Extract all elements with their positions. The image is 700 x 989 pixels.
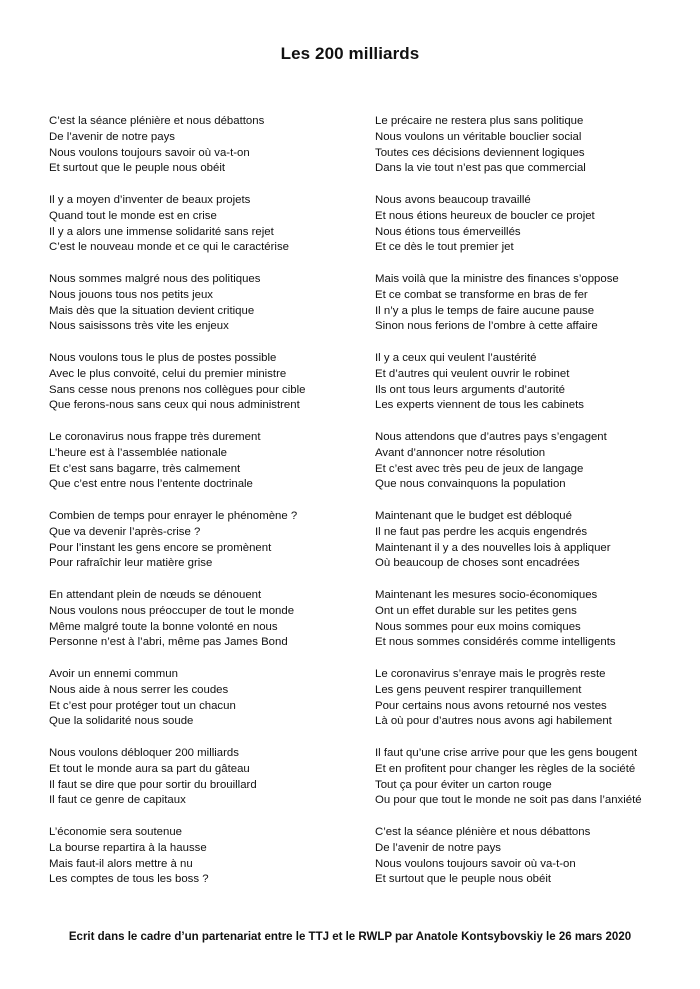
verse-line: Là où pour d’autres nous avons agi habilement: [375, 715, 612, 728]
stanza: [49, 272, 349, 351]
verse-line: Il y a moyen d’inventer de beaux projets: [49, 194, 251, 206]
stanza: [49, 430, 349, 509]
stanza: [375, 272, 675, 351]
verse-line: Nous sommes malgré nous des politiques: [49, 273, 261, 285]
verse-line: Il y a ceux qui veulent l’austérité: [375, 352, 537, 364]
verse-line: C’est le nouveau monde et ce qui le caractérise: [49, 241, 289, 254]
verse-line: Que ferons-nous sans ceux qui nous administrent: [49, 399, 300, 412]
verse-line: Mais dès que la situation devient critique: [49, 304, 255, 317]
verse-line: Et c’est sans bagarre, très calmement: [49, 462, 241, 475]
verse-line: Et nous étions heureux de boucler ce projet: [375, 209, 595, 222]
verse-line: Il faut ce genre de capitaux: [49, 794, 186, 807]
verse-line: Nous voulons nous préoccuper de tout le monde: [49, 604, 295, 617]
stanza: [375, 193, 675, 272]
page-title: Les 200 milliards: [280, 44, 420, 63]
stanza: [375, 667, 675, 746]
verse-line: Ou pour que tout le monde ne soit pas dans l’anxiété: [375, 794, 642, 807]
verse-line: De l’avenir de notre pays: [375, 841, 501, 854]
verse-line: Nous voulons toujours savoir où va-t-on: [375, 857, 576, 870]
stanza: [375, 430, 675, 509]
verse-line: Nous avons beaucoup travaillé: [375, 194, 531, 206]
verse-line: Le coronavirus nous frappe très durement: [49, 431, 261, 443]
verse-line: Il faut qu’une crise arrive pour que les gens bougent: [375, 747, 638, 759]
verse-line: Nous voulons débloquer 200 milliards: [49, 747, 239, 759]
stanza: [49, 351, 349, 430]
verse-line: Combien de temps pour enrayer le phénomène ?: [49, 510, 298, 522]
stanza: [375, 825, 675, 904]
verse-line: Nous sommes pour eux moins comiques: [375, 620, 581, 633]
verse-line: Et c’est pour protéger tout un chacun: [49, 699, 236, 712]
verse-line: Ils ont tous leurs arguments d’autorité: [375, 383, 565, 396]
verse-line: Que nous convainquons la population: [375, 478, 566, 491]
verse-line: Et ce combat se transforme en bras de fer: [375, 288, 588, 301]
stanza: [49, 193, 349, 272]
verse-line: Nous jouons tous nos petits jeux: [49, 288, 213, 301]
stanza: [375, 509, 675, 588]
verse-line: Nous voulons toujours savoir où va-t-on: [49, 146, 250, 159]
footer-credit: Ecrit dans le cadre d’un partenariat entre le TTJ et le RWLP par Anatole Kontsybovskiy le 26 mars 2020: [68, 931, 632, 943]
verse-line: Les gens peuvent respirer tranquillement: [375, 683, 582, 696]
stanza: [375, 746, 675, 825]
verse-line: Que la solidarité nous soude: [49, 715, 194, 728]
verse-line: Avant d’annoncer notre résolution: [375, 446, 546, 459]
stanza: [49, 509, 349, 588]
verse-line: Que va devenir l’après-crise ?: [49, 525, 201, 538]
verse-line: Et surtout que le peuple nous obéit: [375, 873, 552, 886]
verse-line: Même malgré toute la bonne volonté en nous: [49, 620, 278, 633]
verse-line: Maintenant il y a des nouvelles lois à appliquer: [375, 541, 611, 554]
verse-line: Maintenant que le budget est débloqué: [375, 510, 572, 522]
verse-line: Et d’autres qui veulent ouvrir le robinet: [375, 367, 570, 380]
verse-line: Mais faut-il alors mettre à nu: [49, 857, 193, 870]
verse-line: Où beaucoup de choses sont encadrées: [375, 557, 580, 570]
verse-line: L’économie sera soutenue: [49, 826, 182, 838]
verse-line: Il faut se dire que pour sortir du brouillard: [49, 778, 257, 791]
verse-line: Et ce dès le tout premier jet: [375, 241, 514, 254]
verse-line: Tout ça pour éviter un carton rouge: [375, 778, 552, 791]
verse-line: Et tout le monde aura sa part du gâteau: [49, 762, 250, 775]
verse-line: Nous voulons un véritable bouclier social: [375, 130, 582, 143]
stanza: [49, 114, 349, 193]
verse-line: Que c’est entre nous l’entente doctrinale: [49, 478, 253, 491]
verse-line: Dans la vie tout n’est pas que commercial: [375, 162, 586, 175]
verse-line: Mais voilà que la ministre des finances s’oppose: [375, 273, 619, 285]
verse-line: Le précaire ne restera plus sans politique: [375, 115, 584, 127]
poem-column-left: [49, 114, 349, 904]
verse-line: Nous voulons tous le plus de postes possible: [49, 352, 277, 364]
verse-line: La bourse repartira à la hausse: [49, 841, 207, 854]
verse-line: Sinon nous ferions de l’ombre à cette affaire: [375, 320, 598, 333]
verse-line: Avec le plus convoité, celui du premier ministre: [49, 367, 287, 380]
verse-line: Sans cesse nous prenons nos collègues pour cible: [49, 383, 306, 396]
verse-line: Et c’est avec très peu de jeux de langage: [375, 462, 584, 475]
verse-line: Nous étions tous émerveillés: [375, 225, 521, 238]
verse-line: Ont un effet durable sur les petites gens: [375, 604, 577, 617]
verse-line: Maintenant les mesures socio-économiques: [375, 589, 598, 601]
verse-line: Pour l’instant les gens encore se promènent: [49, 541, 272, 554]
stanza: [49, 825, 349, 904]
verse-line: C’est la séance plénière et nous débattons: [49, 115, 265, 127]
verse-line: Avoir un ennemi commun: [49, 668, 178, 680]
verse-line: Toutes ces décisions deviennent logiques: [375, 146, 585, 159]
verse-line: Il y a alors une immense solidarité sans rejet: [49, 225, 274, 238]
verse-line: Nous aide à nous serrer les coudes: [49, 683, 229, 696]
stanza: [375, 114, 675, 193]
verse-line: Et en profitent pour changer les règles de la société: [375, 762, 636, 775]
verse-line: Et surtout que le peuple nous obéit: [49, 162, 226, 175]
verse-line: Le coronavirus s’enraye mais le progrès reste: [375, 668, 606, 680]
verse-line: L’heure est à l’assemblée nationale: [49, 446, 227, 459]
stanza: [49, 746, 349, 825]
verse-line: Il n’y a plus le temps de faire aucune pause: [375, 304, 595, 317]
verse-line: De l’avenir de notre pays: [49, 130, 175, 143]
stanza: [49, 667, 349, 746]
stanza: [375, 351, 675, 430]
verse-line: Personne n’est à l’abri, même pas James Bond: [49, 636, 288, 649]
stanza: [375, 588, 675, 667]
verse-line: Les comptes de tous les boss ?: [49, 873, 209, 886]
verse-line: Pour certains nous avons retourné nos vestes: [375, 699, 607, 712]
verse-line: C’est la séance plénière et nous débattons: [375, 826, 591, 838]
verse-line: En attendant plein de nœuds se dénouent: [49, 589, 262, 601]
verse-line: Les experts viennent de tous les cabinets: [375, 399, 584, 412]
verse-line: Nous saisissons très vite les enjeux: [49, 320, 229, 333]
verse-line: Et nous sommes considérés comme intelligents: [375, 636, 616, 649]
verse-line: Quand tout le monde est en crise: [49, 209, 217, 222]
verse-line: Il ne faut pas perdre les acquis engendrés: [375, 525, 588, 538]
poem-column-right: [375, 114, 675, 904]
stanza: [49, 588, 349, 667]
verse-line: Pour rafraîchir leur matière grise: [49, 557, 213, 570]
verse-line: Nous attendons que d’autres pays s’engagent: [375, 431, 607, 443]
